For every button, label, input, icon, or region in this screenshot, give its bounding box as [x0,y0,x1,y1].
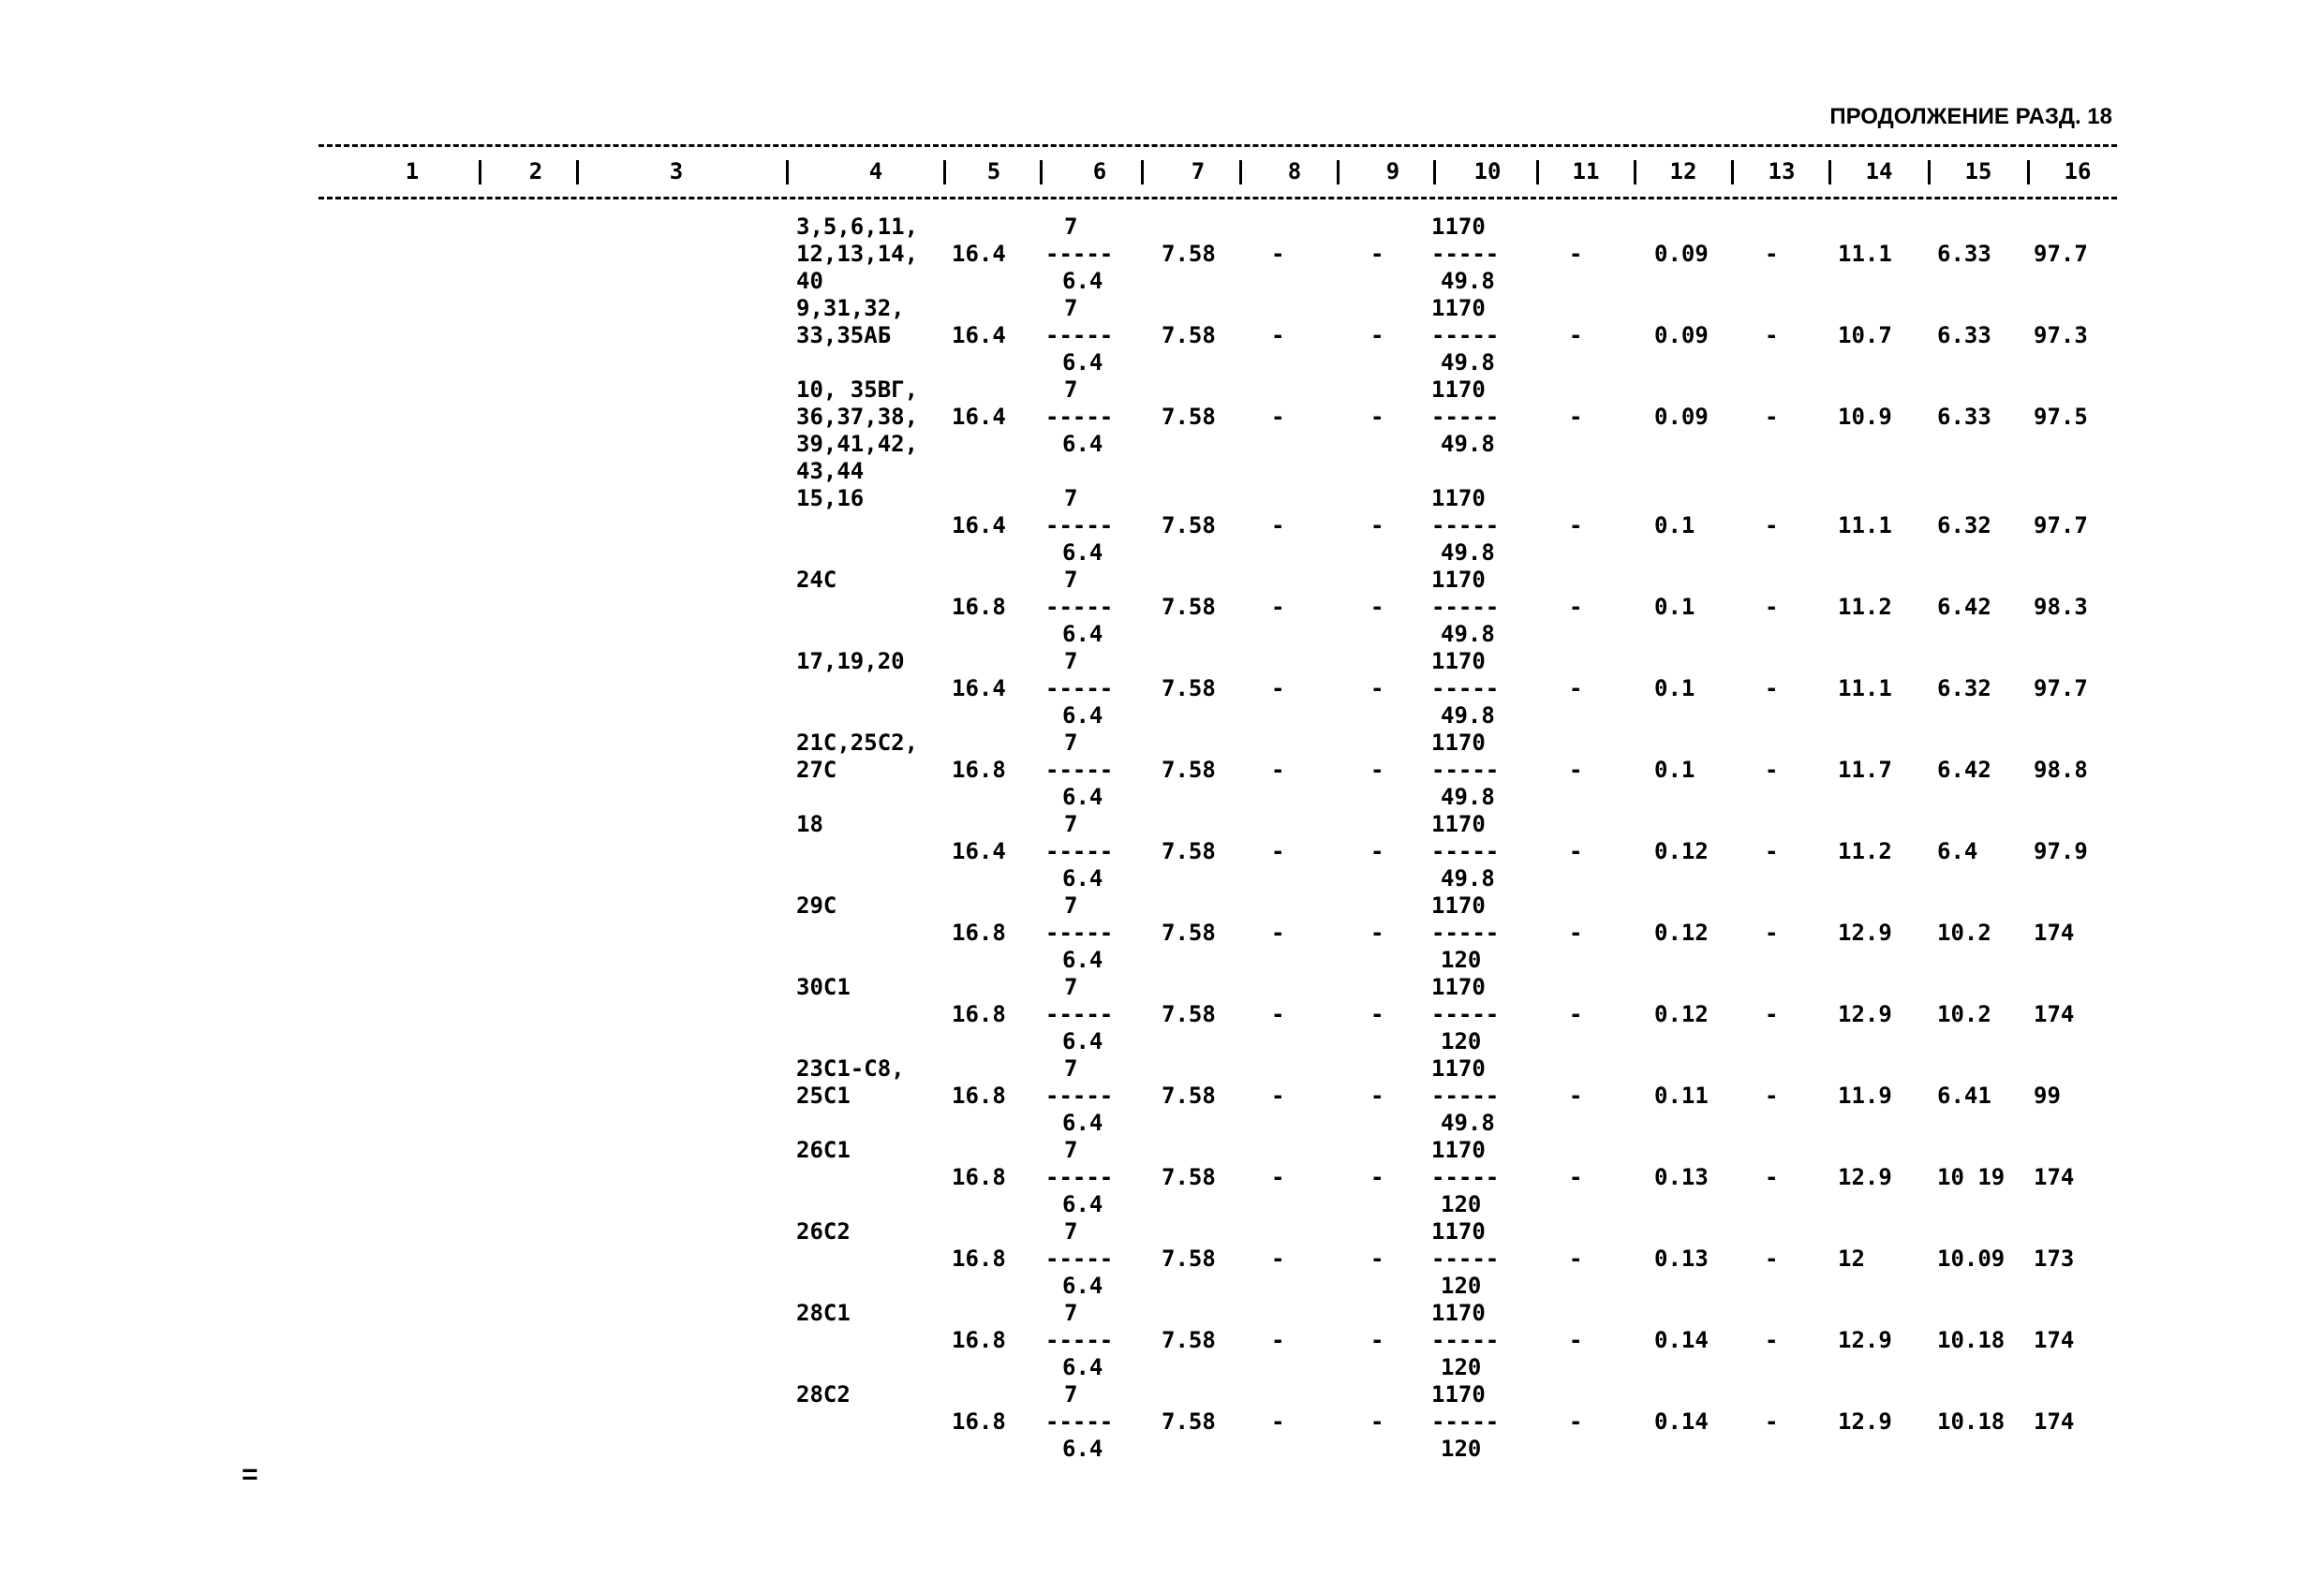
cell-col-15: 10.18 [1937,1327,2006,1353]
cell-col-16: 99 [2034,1083,2061,1109]
cell-col-12: 0.12 [1654,838,1709,864]
cell-col-15: 10.2 [1937,1001,1991,1027]
cell-col-6-fraction: 6.4 [1062,1028,1103,1054]
cell-col-16: 98.8 [2034,757,2088,783]
cell-col-15: 6.32 [1937,512,1991,538]
cell-col-12: 0.13 [1654,1246,1709,1272]
column-header-13: 13 [1768,158,1796,184]
cell-col-10-fraction: 120 [1441,1028,1482,1054]
cell-col-5: 16.8 [952,1083,1006,1109]
column-separator [1731,160,1734,184]
cell-col-5: 16.8 [952,1246,1006,1272]
cell-col-9: - [1370,920,1384,946]
cell-col-6-fraction: 6.4 [1062,1110,1103,1136]
cell-col-8: - [1271,594,1285,620]
cell-col-9: - [1370,322,1384,348]
cell-col-9: - [1370,404,1384,430]
cell-col-10-fraction: ----- [1431,404,1500,430]
cell-col-6-fraction: ----- [1045,322,1114,348]
cell-col-12: 0.13 [1654,1164,1709,1190]
cell-col-5: 16.8 [952,920,1006,946]
cell-col-13: - [1765,1408,1779,1435]
cell-col-15: 6.33 [1937,322,1991,348]
cell-col-7: 7.58 [1162,757,1216,783]
cell-col-9: - [1370,1327,1384,1353]
column-separator [1337,160,1340,184]
cell-col-9: - [1370,757,1384,783]
cell-col-6-fraction: 6.4 [1062,349,1103,376]
cell-col-6-fraction: ----- [1045,1001,1114,1027]
cell-col-8: - [1271,1327,1285,1353]
column-separator [1928,160,1931,184]
cell-col-14: 12.9 [1838,1408,1892,1435]
cell-col-8: - [1271,404,1285,430]
cell-col-14: 11.2 [1838,838,1892,864]
cell-col-10-fraction: 1170 [1431,730,1486,756]
cell-col-11: - [1569,512,1583,538]
cell-col-14: 11.1 [1838,241,1892,267]
cell-col-16: 97.7 [2034,241,2088,267]
row-label: 15,16 [796,485,865,511]
row-label: 27С [796,757,837,783]
cell-col-10-fraction: ----- [1431,1083,1500,1109]
cell-col-6-fraction: ----- [1045,757,1114,783]
column-header-7: 7 [1191,158,1206,184]
cell-col-6-fraction: 7 [1064,892,1078,919]
cell-col-10-fraction: 1170 [1431,892,1486,919]
column-header-2: 2 [528,158,543,184]
column-header-14: 14 [1865,158,1893,184]
cell-col-14: 12.9 [1838,920,1892,946]
cell-col-6-fraction: ----- [1045,594,1114,620]
cell-col-6-fraction: 7 [1064,376,1078,403]
row-label: 21С,25С2, [796,730,919,756]
cell-col-15: 6.32 [1937,675,1991,701]
cell-col-8: - [1271,322,1285,348]
cell-col-8: - [1271,675,1285,701]
cell-col-7: 7.58 [1162,1083,1216,1109]
cell-col-6-fraction: ----- [1045,675,1114,701]
column-separator [1828,160,1831,184]
cell-col-5: 16.4 [952,512,1006,538]
cell-col-9: - [1370,1408,1384,1435]
cell-col-10-fraction: 1170 [1431,974,1486,1000]
cell-col-13: - [1765,241,1779,267]
cell-col-13: - [1765,1001,1779,1027]
cell-col-12: 0.11 [1654,1083,1709,1109]
cell-col-6-fraction: 6.4 [1062,1354,1103,1380]
cell-col-15: 6.42 [1937,757,1991,783]
cell-col-5: 16.8 [952,1001,1006,1027]
row-label: 23С1-С8, [796,1055,905,1082]
cell-col-10-fraction: ----- [1431,241,1500,267]
cell-col-11: - [1569,322,1583,348]
row-label: 24С [796,567,837,593]
cell-col-15: 6.4 [1937,838,1978,864]
cell-col-13: - [1765,675,1779,701]
cell-col-6-fraction: ----- [1045,404,1114,430]
cell-col-15: 6.41 [1937,1083,1991,1109]
column-header-11: 11 [1572,158,1600,184]
cell-col-13: - [1765,512,1779,538]
cell-col-10-fraction: ----- [1431,920,1500,946]
cell-col-12: 0.14 [1654,1327,1709,1353]
cell-col-12: 0.1 [1654,594,1695,620]
cell-col-5: 16.4 [952,241,1006,267]
cell-col-10-fraction: 120 [1441,1436,1482,1462]
cell-col-10-fraction: 49.8 [1441,431,1495,457]
cell-col-8: - [1271,1164,1285,1190]
cell-col-16: 174 [2034,1408,2075,1435]
column-header-15: 15 [1964,158,1992,184]
column-header-1: 1 [405,158,420,184]
cell-col-14: 12.9 [1838,1001,1892,1027]
cell-col-13: - [1765,594,1779,620]
cell-col-12: 0.12 [1654,1001,1709,1027]
row-label: 12,13,14, [796,241,919,267]
cell-col-13: - [1765,1246,1779,1272]
cell-col-10-fraction: ----- [1431,757,1500,783]
row-label: 18 [796,811,823,837]
cell-col-16: 97.5 [2034,404,2088,430]
cell-col-8: - [1271,1408,1285,1435]
cell-col-11: - [1569,404,1583,430]
row-label: 39,41,42, [796,431,919,457]
cell-col-6-fraction: ----- [1045,1408,1114,1435]
column-separator [1433,160,1436,184]
cell-col-7: 7.58 [1162,1408,1216,1435]
column-separator [943,160,946,184]
column-header-9: 9 [1385,158,1400,184]
cell-col-8: - [1271,920,1285,946]
cell-col-10-fraction: 1170 [1431,485,1486,511]
row-label: 9,31,32, [796,295,905,321]
cell-col-6-fraction: 7 [1064,1300,1078,1326]
cell-col-5: 16.8 [952,1327,1006,1353]
cell-col-6-fraction: 7 [1064,974,1078,1000]
cell-col-9: - [1370,1083,1384,1109]
column-separator [1141,160,1144,184]
row-label: 28С2 [796,1381,851,1408]
cell-col-13: - [1765,838,1779,864]
cell-col-7: 7.58 [1162,920,1216,946]
cell-col-9: - [1370,1001,1384,1027]
column-separator [479,160,481,184]
cell-col-6-fraction: ----- [1045,920,1114,946]
cell-col-16: 174 [2034,1001,2075,1027]
cell-col-12: 0.09 [1654,322,1709,348]
cell-col-5: 16.4 [952,322,1006,348]
row-label: 10, 35ВГ, [796,376,919,403]
column-separator [786,160,789,184]
cell-col-8: - [1271,512,1285,538]
header-bottom-rule [318,197,2117,199]
cell-col-15: 10.2 [1937,920,1991,946]
cell-col-7: 7.58 [1162,838,1216,864]
cell-col-6-fraction: 7 [1064,1381,1078,1408]
cell-col-10-fraction: ----- [1431,1327,1500,1353]
cell-col-15: 6.33 [1937,241,1991,267]
side-margin-mark: = [242,1459,259,1490]
cell-col-7: 7.58 [1162,1246,1216,1272]
column-separator [1239,160,1242,184]
row-label: 29С [796,892,837,919]
cell-col-7: 7.58 [1162,1164,1216,1190]
row-label: 3,5,6,11, [796,214,919,240]
cell-col-8: - [1271,241,1285,267]
cell-col-5: 16.8 [952,1164,1006,1190]
cell-col-11: - [1569,1164,1583,1190]
page-header: ПРОДОЛЖЕНИЕ РАЗД. 18 [1829,104,2112,129]
cell-col-6-fraction: 7 [1064,1218,1078,1245]
cell-col-7: 7.58 [1162,241,1216,267]
cell-col-14: 12.9 [1838,1164,1892,1190]
cell-col-10-fraction: 1170 [1431,1137,1486,1163]
cell-col-5: 16.8 [952,757,1006,783]
cell-col-5: 16.8 [952,1408,1006,1435]
cell-col-6-fraction: 7 [1064,485,1078,511]
column-header-8: 8 [1287,158,1302,184]
cell-col-8: - [1271,1001,1285,1027]
cell-col-12: 0.1 [1654,512,1695,538]
cell-col-16: 97.3 [2034,322,2088,348]
cell-col-8: - [1271,757,1285,783]
cell-col-13: - [1765,322,1779,348]
column-separator [2027,160,2030,184]
cell-col-6-fraction: 7 [1064,295,1078,321]
cell-col-6-fraction: ----- [1045,838,1114,864]
cell-col-16: 174 [2034,1164,2075,1190]
cell-col-16: 97.7 [2034,512,2088,538]
cell-col-10-fraction: ----- [1431,1408,1500,1435]
cell-col-11: - [1569,1408,1583,1435]
cell-col-10-fraction: 120 [1441,947,1482,973]
cell-col-14: 11.9 [1838,1083,1892,1109]
cell-col-7: 7.58 [1162,675,1216,701]
cell-col-8: - [1271,1246,1285,1272]
cell-col-10-fraction: 49.8 [1441,1110,1495,1136]
cell-col-6-fraction: 6.4 [1062,1273,1103,1299]
cell-col-10-fraction: 1170 [1431,1218,1486,1245]
row-label: 40 [796,268,823,294]
cell-col-15: 10.09 [1937,1246,2006,1272]
cell-col-6-fraction: ----- [1045,512,1114,538]
cell-col-10-fraction: 1170 [1431,214,1486,240]
column-separator [1536,160,1539,184]
cell-col-16: 174 [2034,920,2075,946]
cell-col-12: 0.09 [1654,241,1709,267]
cell-col-6-fraction: 7 [1064,1137,1078,1163]
cell-col-10-fraction: 120 [1441,1273,1482,1299]
cell-col-10-fraction: 49.8 [1441,349,1495,376]
cell-col-10-fraction: 49.8 [1441,621,1495,647]
cell-col-7: 7.58 [1162,322,1216,348]
cell-col-6-fraction: 6.4 [1062,947,1103,973]
cell-col-6-fraction: 7 [1064,811,1078,837]
cell-col-15: 6.33 [1937,404,1991,430]
cell-col-16: 174 [2034,1327,2075,1353]
cell-col-10-fraction: 1170 [1431,567,1486,593]
cell-col-7: 7.58 [1162,594,1216,620]
cell-col-5: 16.8 [952,594,1006,620]
cell-col-11: - [1569,241,1583,267]
cell-col-10-fraction: ----- [1431,675,1500,701]
cell-col-15: 10.18 [1937,1408,2006,1435]
row-label: 36,37,38, [796,404,919,430]
cell-col-11: - [1569,920,1583,946]
cell-col-12: 0.09 [1654,404,1709,430]
row-label: 30С1 [796,974,851,1000]
cell-col-14: 10.9 [1838,404,1892,430]
cell-col-11: - [1569,838,1583,864]
column-header-5: 5 [986,158,1001,184]
cell-col-6-fraction: 7 [1064,214,1078,240]
cell-col-6-fraction: 7 [1064,567,1078,593]
cell-col-10-fraction: 1170 [1431,376,1486,403]
cell-col-14: 11.1 [1838,675,1892,701]
cell-col-11: - [1569,757,1583,783]
cell-col-10-fraction: 49.8 [1441,784,1495,810]
cell-col-16: 98.3 [2034,594,2088,620]
column-header-10: 10 [1473,158,1502,184]
cell-col-6-fraction: 7 [1064,730,1078,756]
cell-col-6-fraction: 6.4 [1062,268,1103,294]
column-header-16: 16 [2064,158,2092,184]
cell-col-10-fraction: ----- [1431,838,1500,864]
cell-col-13: - [1765,1327,1779,1353]
cell-col-6-fraction: 7 [1064,1055,1078,1082]
cell-col-7: 7.58 [1162,1001,1216,1027]
cell-col-16: 173 [2034,1246,2075,1272]
cell-col-16: 97.9 [2034,838,2088,864]
cell-col-13: - [1765,1164,1779,1190]
cell-col-7: 7.58 [1162,1327,1216,1353]
cell-col-6-fraction: 6.4 [1062,865,1103,892]
column-header-12: 12 [1669,158,1697,184]
cell-col-12: 0.12 [1654,920,1709,946]
column-header-3: 3 [669,158,684,184]
cell-col-14: 11.1 [1838,512,1892,538]
cell-col-15: 10 19 [1937,1164,2006,1190]
cell-col-6-fraction: ----- [1045,1083,1114,1109]
cell-col-11: - [1569,675,1583,701]
cell-col-6-fraction: 6.4 [1062,702,1103,729]
cell-col-13: - [1765,1083,1779,1109]
cell-col-6-fraction: ----- [1045,1246,1114,1272]
cell-col-6-fraction: 6.4 [1062,784,1103,810]
cell-col-12: 0.1 [1654,757,1695,783]
cell-col-11: - [1569,594,1583,620]
header-top-rule [318,144,2117,147]
cell-col-10-fraction: 1170 [1431,295,1486,321]
cell-col-11: - [1569,1246,1583,1272]
cell-col-10-fraction: ----- [1431,1246,1500,1272]
row-label: 17,19,20 [796,648,905,674]
cell-col-9: - [1370,512,1384,538]
cell-col-14: 11.7 [1838,757,1892,783]
row-label: 43,44 [796,458,865,484]
cell-col-6-fraction: 6.4 [1062,1191,1103,1217]
cell-col-14: 12 [1838,1246,1865,1272]
cell-col-6-fraction: ----- [1045,1327,1114,1353]
cell-col-13: - [1765,757,1779,783]
cell-col-10-fraction: 1170 [1431,1300,1486,1326]
cell-col-9: - [1370,1246,1384,1272]
cell-col-6-fraction: ----- [1045,241,1114,267]
cell-col-6-fraction: ----- [1045,1164,1114,1190]
row-label: 26С2 [796,1218,851,1245]
cell-col-10-fraction: 49.8 [1441,268,1495,294]
cell-col-6-fraction: 6.4 [1062,621,1103,647]
cell-col-10-fraction: 49.8 [1441,865,1495,892]
row-label: 26С1 [796,1137,851,1163]
column-separator [1634,160,1636,184]
cell-col-14: 12.9 [1838,1327,1892,1353]
row-label: 33,35АБ [796,322,892,348]
cell-col-10-fraction: 1170 [1431,1381,1486,1408]
cell-col-9: - [1370,594,1384,620]
cell-col-14: 10.7 [1838,322,1892,348]
cell-col-6-fraction: 6.4 [1062,1436,1103,1462]
cell-col-11: - [1569,1083,1583,1109]
cell-col-7: 7.58 [1162,404,1216,430]
cell-col-9: - [1370,675,1384,701]
cell-col-14: 11.2 [1838,594,1892,620]
cell-col-9: - [1370,838,1384,864]
cell-col-10-fraction: ----- [1431,512,1500,538]
cell-col-8: - [1271,1083,1285,1109]
cell-col-5: 16.4 [952,838,1006,864]
cell-col-10-fraction: 120 [1441,1191,1482,1217]
cell-col-5: 16.4 [952,404,1006,430]
cell-col-10-fraction: 120 [1441,1354,1482,1380]
cell-col-6-fraction: 7 [1064,648,1078,674]
column-separator [1040,160,1043,184]
column-separator [576,160,579,184]
cell-col-10-fraction: ----- [1431,594,1500,620]
cell-col-5: 16.4 [952,675,1006,701]
cell-col-9: - [1370,241,1384,267]
cell-col-6-fraction: 6.4 [1062,539,1103,566]
cell-col-10-fraction: 49.8 [1441,702,1495,729]
cell-col-10-fraction: 1170 [1431,1055,1486,1082]
cell-col-10-fraction: ----- [1431,1164,1500,1190]
cell-col-12: 0.1 [1654,675,1695,701]
cell-col-8: - [1271,838,1285,864]
cell-col-13: - [1765,920,1779,946]
row-label: 28С1 [796,1300,851,1326]
column-header-6: 6 [1092,158,1107,184]
cell-col-11: - [1569,1327,1583,1353]
cell-col-10-fraction: ----- [1431,322,1500,348]
cell-col-12: 0.14 [1654,1408,1709,1435]
cell-col-10-fraction: 49.8 [1441,539,1495,566]
cell-col-10-fraction: 1170 [1431,811,1486,837]
cell-col-9: - [1370,1164,1384,1190]
cell-col-16: 97.7 [2034,675,2088,701]
cell-col-7: 7.58 [1162,512,1216,538]
column-header-4: 4 [868,158,883,184]
cell-col-13: - [1765,404,1779,430]
cell-col-10-fraction: ----- [1431,1001,1500,1027]
cell-col-6-fraction: 6.4 [1062,431,1103,457]
row-label: 25С1 [796,1083,851,1109]
cell-col-11: - [1569,1001,1583,1027]
cell-col-10-fraction: 1170 [1431,648,1486,674]
cell-col-15: 6.42 [1937,594,1991,620]
